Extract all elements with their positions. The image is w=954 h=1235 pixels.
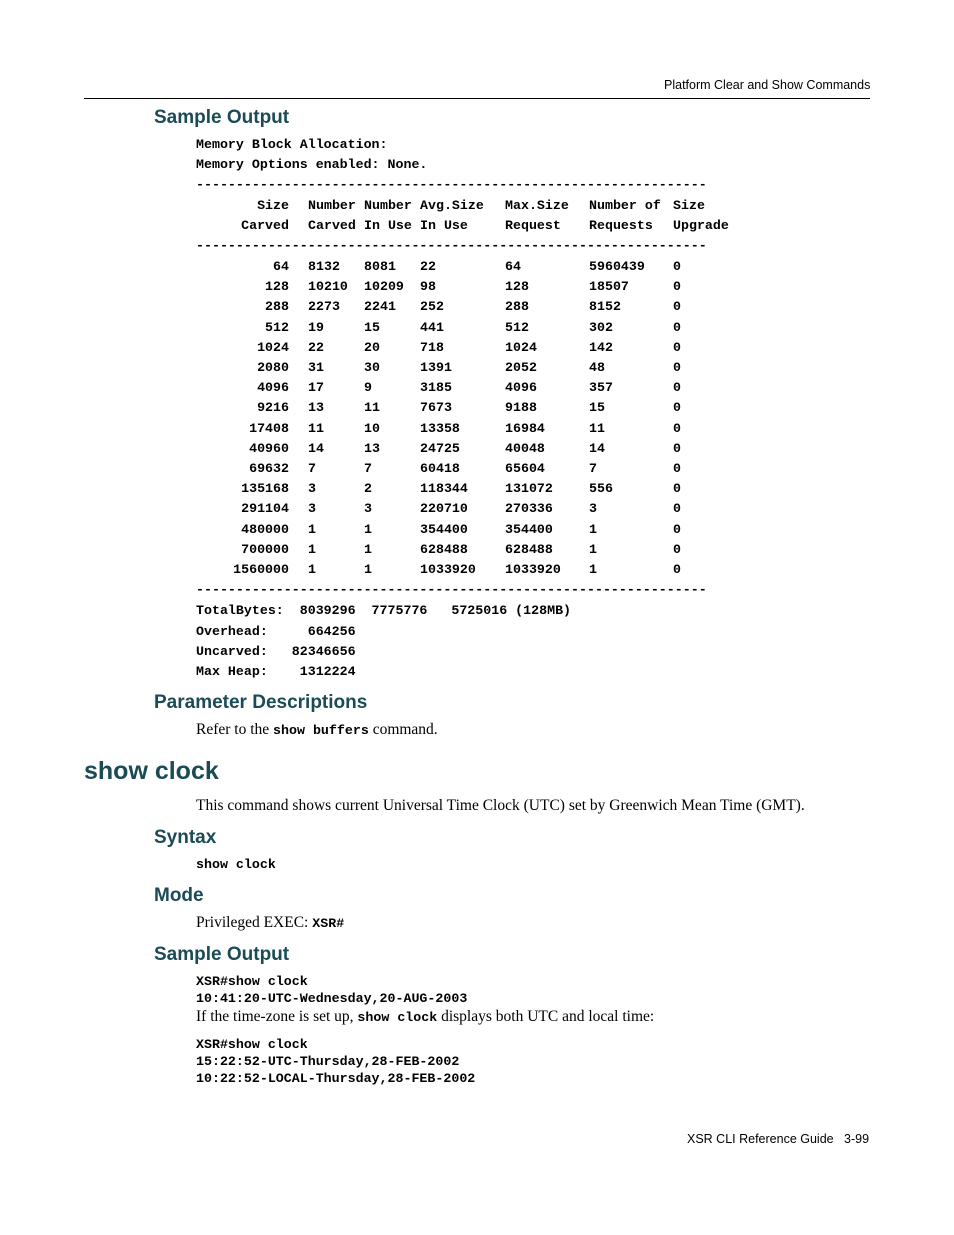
text-span: command. xyxy=(368,721,438,738)
table-cell: 118344 xyxy=(420,481,468,497)
table-cell: 0 xyxy=(673,259,681,274)
table-cell: 10 xyxy=(364,420,380,436)
table-cell: 2052 xyxy=(505,360,537,375)
table-cell: 19 xyxy=(308,319,324,335)
sample-output-heading: Sample Output xyxy=(154,107,290,128)
text-span: If the time-zone is set up, xyxy=(196,1008,358,1025)
table-cell: 20 xyxy=(364,339,380,355)
table-cell: 24725 xyxy=(420,440,460,456)
table-cell: 3 xyxy=(308,481,316,497)
table-cell: 1 xyxy=(589,562,597,577)
table-cell: 0 xyxy=(673,319,681,335)
table-cell: 252 xyxy=(420,299,444,315)
table-cell: 2241 xyxy=(364,299,396,315)
table-cell: 302 xyxy=(589,319,613,335)
code-line: 15:22:52-UTC-Thursday,28-FEB-2002 xyxy=(196,1054,460,1069)
syntax-heading: Syntax xyxy=(154,827,217,848)
table-cell: 2 xyxy=(364,481,372,497)
table-cell: 7 xyxy=(308,461,316,476)
text-span: Privileged EXEC: xyxy=(196,914,313,931)
table-cell: 270336 xyxy=(505,501,553,517)
table-cell: 48 xyxy=(589,360,605,375)
table-cell: 1560000 xyxy=(233,562,289,577)
table-cell: 1 xyxy=(589,521,597,537)
table-cell: 15 xyxy=(364,319,380,335)
table-cell: 628488 xyxy=(505,541,553,557)
table-cell: 69632 xyxy=(249,461,289,476)
table-cell: 3 xyxy=(364,501,372,517)
timezone-text xyxy=(196,1008,654,1026)
table-cell: 13 xyxy=(308,400,324,416)
table-header-cell: Carved xyxy=(308,218,356,233)
table-cell: 9188 xyxy=(505,400,537,416)
inline-code: show clock xyxy=(357,1010,438,1025)
table-cell: 1033920 xyxy=(505,562,561,577)
table-cell: 441 xyxy=(420,319,444,335)
table-cell: 0 xyxy=(673,481,681,497)
table-cell: 357 xyxy=(589,380,613,396)
totals-line: Uncarved: 82346656 xyxy=(196,644,356,659)
table-cell: 0 xyxy=(673,299,681,315)
table-header-cell: Requests xyxy=(589,218,653,233)
table-header-cell: Avg.Size xyxy=(420,198,484,213)
table-cell: 8132 xyxy=(308,259,340,274)
table-cell: 11 xyxy=(308,420,324,436)
parameter-text xyxy=(196,721,438,739)
table-cell: 16984 xyxy=(505,420,545,436)
table-cell: 0 xyxy=(673,562,681,577)
totals-line: Max Heap: 1312224 xyxy=(196,664,356,679)
table-cell: 1033920 xyxy=(420,562,476,577)
parameter-descriptions-heading: Parameter Descriptions xyxy=(154,692,368,713)
table-cell: 9 xyxy=(364,380,372,396)
table-cell: 31 xyxy=(308,360,324,375)
table-cell: 288 xyxy=(265,299,289,315)
table-cell: 64 xyxy=(273,259,289,274)
inline-code: show buffers xyxy=(273,723,369,738)
header-rule xyxy=(84,98,870,99)
table-cell: 7673 xyxy=(420,400,452,416)
table-cell: 15 xyxy=(589,400,605,416)
totals-line: Overhead: 664256 xyxy=(196,624,356,639)
table-cell: 0 xyxy=(673,339,681,355)
table-cell: 13 xyxy=(364,440,380,456)
table-cell: 22 xyxy=(420,259,436,274)
table-cell: 18507 xyxy=(589,279,629,295)
table-cell: 0 xyxy=(673,541,681,557)
separator-line: ---------------------------------------------------------------- xyxy=(196,582,707,597)
table-cell: 13358 xyxy=(420,420,460,436)
command-title: show clock xyxy=(84,757,219,785)
inline-code: XSR# xyxy=(312,916,345,931)
table-cell: 7 xyxy=(589,461,597,476)
table-cell: 0 xyxy=(673,420,681,436)
table-header-cell: Number of xyxy=(589,198,661,213)
syntax-code: show clock xyxy=(196,857,276,872)
code-line: 10:22:52-LOCAL-Thursday,28-FEB-2002 xyxy=(196,1071,476,1086)
table-cell: 2080 xyxy=(257,360,289,375)
table-cell: 0 xyxy=(673,440,681,456)
table-cell: 128 xyxy=(505,279,529,295)
footer-guide-title: XSR CLI Reference Guide xyxy=(687,1132,834,1146)
code-line: Memory Block Allocation: xyxy=(196,137,388,152)
table-cell: 8152 xyxy=(589,299,621,315)
table-header-cell: Size xyxy=(673,198,705,213)
code-line: XSR#show clock xyxy=(196,974,308,989)
table-cell: 288 xyxy=(505,299,529,315)
table-cell: 0 xyxy=(673,400,681,416)
table-cell: 0 xyxy=(673,279,681,295)
code-line: XSR#show clock xyxy=(196,1037,308,1052)
table-header-cell: In Use xyxy=(420,218,468,233)
table-cell: 5960439 xyxy=(589,259,645,274)
table-header-cell: Max.Size xyxy=(505,198,569,213)
totals-line: TotalBytes: 8039296 7775776 5725016 (128MB) xyxy=(196,603,572,618)
table-cell: 291104 xyxy=(241,501,289,517)
table-cell: 3 xyxy=(589,501,597,517)
table-cell: 22 xyxy=(308,339,324,355)
table-cell: 7 xyxy=(364,461,372,476)
table-cell: 480000 xyxy=(241,521,289,537)
table-cell: 128 xyxy=(265,279,289,295)
table-cell: 64 xyxy=(505,259,521,274)
table-cell: 135168 xyxy=(241,481,289,497)
table-header-cell: Number xyxy=(308,198,356,213)
table-cell: 1 xyxy=(308,541,316,557)
table-cell: 65604 xyxy=(505,461,545,476)
footer-page-number: 3-99 xyxy=(844,1132,870,1146)
mode-heading: Mode xyxy=(154,885,204,906)
table-cell: 1024 xyxy=(257,339,289,355)
table-cell: 3 xyxy=(308,501,316,517)
table-cell: 354400 xyxy=(505,521,553,537)
text-span: Refer to the xyxy=(196,721,274,738)
sample-output-heading: Sample Output xyxy=(154,944,290,965)
table-cell: 17 xyxy=(308,380,324,396)
table-cell: 10210 xyxy=(308,279,348,295)
table-header-cell: Size xyxy=(257,198,289,213)
table-cell: 220710 xyxy=(420,501,468,517)
table-cell: 17408 xyxy=(249,420,289,436)
table-header-cell: Number xyxy=(364,198,412,213)
table-cell: 14 xyxy=(589,440,605,456)
table-cell: 4096 xyxy=(505,380,537,396)
table-cell: 131072 xyxy=(505,481,553,497)
separator-line: ---------------------------------------------------------------- xyxy=(196,177,707,192)
table-cell: 1 xyxy=(364,562,372,577)
table-cell: 0 xyxy=(673,501,681,517)
table-cell: 8081 xyxy=(364,259,396,274)
code-line: 10:41:20-UTC-Wednesday,20-AUG-2003 xyxy=(196,991,468,1006)
table-cell: 1 xyxy=(308,521,316,537)
table-cell: 14 xyxy=(308,440,324,456)
table-header-cell: In Use xyxy=(364,218,412,233)
table-cell: 0 xyxy=(673,360,681,375)
separator-line: ---------------------------------------------------------------- xyxy=(196,238,707,253)
table-cell: 1 xyxy=(364,541,372,557)
command-description: This command shows current Universal Time Clock (UTC) set by Greenwich Mean Time (GMT). xyxy=(196,797,805,814)
table-cell: 11 xyxy=(589,420,605,436)
table-header-cell: Request xyxy=(505,218,561,233)
table-cell: 2273 xyxy=(308,299,340,315)
table-cell: 354400 xyxy=(420,521,468,537)
table-cell: 0 xyxy=(673,521,681,537)
running-header: Platform Clear and Show Commands xyxy=(664,78,871,92)
code-line: Memory Options enabled: None. xyxy=(196,157,428,172)
table-cell: 0 xyxy=(673,461,681,476)
table-cell: 11 xyxy=(364,400,380,416)
table-cell: 1 xyxy=(589,541,597,557)
table-cell: 10209 xyxy=(364,279,404,295)
table-cell: 718 xyxy=(420,339,444,355)
table-cell: 142 xyxy=(589,339,613,355)
table-cell: 60418 xyxy=(420,461,460,476)
table-header-cell: Upgrade xyxy=(673,218,729,233)
table-cell: 1 xyxy=(308,562,316,577)
table-cell: 0 xyxy=(673,380,681,396)
table-cell: 4096 xyxy=(257,380,289,396)
table-cell: 1391 xyxy=(420,360,452,375)
table-header-cell: Carved xyxy=(241,218,289,233)
table-cell: 512 xyxy=(505,319,529,335)
table-cell: 512 xyxy=(265,319,289,335)
table-cell: 556 xyxy=(589,481,613,497)
text-span: displays both UTC and local time: xyxy=(437,1008,655,1025)
table-cell: 98 xyxy=(420,279,436,295)
table-cell: 1024 xyxy=(505,339,537,355)
mode-text xyxy=(196,914,344,932)
table-cell: 628488 xyxy=(420,541,468,557)
table-cell: 40960 xyxy=(249,440,289,456)
table-cell: 1 xyxy=(364,521,372,537)
table-cell: 30 xyxy=(364,360,380,375)
table-cell: 9216 xyxy=(257,400,289,416)
table-cell: 700000 xyxy=(241,541,289,557)
table-cell: 40048 xyxy=(505,440,545,456)
table-cell: 3185 xyxy=(420,380,452,396)
